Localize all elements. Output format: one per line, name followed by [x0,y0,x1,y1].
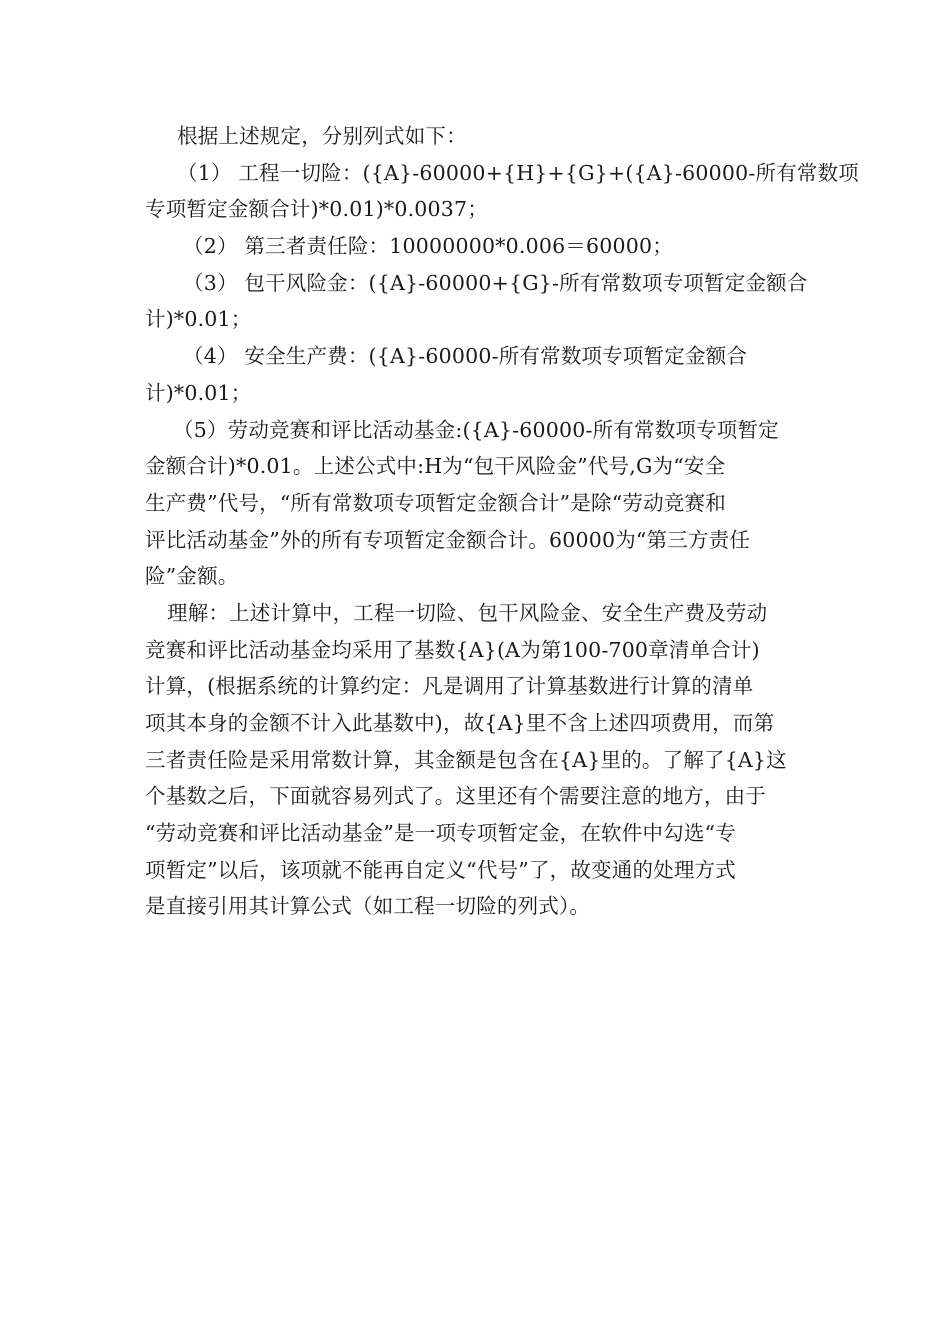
item-5-line-2: 金额合计)*0.01。上述公式中:H为“包干风险金”代号,G为“安全 [145,454,726,479]
item-4-line-1: （4） 安全生产费：({A}-60000-所有常数项专项暂定金额合 [183,344,748,369]
item-5-line-5: 险”金额。 [145,564,239,589]
understanding-line-8: 项暂定”以后，该项就不能再自定义“代号”了，故变通的处理方式 [145,857,736,882]
item-1-line-2: 专项暂定金额合计)*0.01)*0.0037； [145,197,488,222]
understanding-line-2: 竞赛和评比活动基金均采用了基数{A}(A为第100-700章清单合计) [145,637,760,662]
understanding-line-9: 是直接引用其计算公式（如工程一切险的列式）。 [145,894,591,919]
item-5-line-1: （5）劳动竞赛和评比活动基金:({A}-60000-所有常数项专项暂定 [173,417,779,442]
understanding-line-3: 计算，(根据系统的计算约定：凡是调用了计算基数进行计算的清单 [145,674,754,699]
understanding-line-5: 三者责任险是采用常数计算，其金额是包含在{A}里的。了解了{A}这 [145,747,787,772]
understanding-line-1: 理解：上述计算中，工程一切险、包干风险金、安全生产费及劳动 [167,600,768,625]
body-text [145,118,859,925]
item-5-line-4: 评比活动基金”外的所有专项暂定金额合计。60000为“第三方责任 [145,527,751,552]
item-4-line-2: 计)*0.01； [145,380,252,405]
paragraph-intro: 根据上述规定，分别列式如下： [177,124,467,148]
understanding-line-4: 项其本身的金额不计入此基数中)，故{A}里不含上述四项费用，而第 [145,711,775,735]
item-3-line-2: 计)*0.01； [145,307,252,332]
item-5-line-3: 生产费”代号，“所有常数项专项暂定金额合计”是除“劳动竞赛和 [145,490,726,515]
item-3-line-1: （3） 包干风险金：({A}-60000+{G}-所有常数项专项暂定金额合 [183,270,808,295]
understanding-line-7: “劳动竞赛和评比活动基金”是一项专项暂定金，在软件中勾选“专 [145,821,736,846]
item-1-line-1: （1） 工程一切险：({A}-60000+{H}+{G}+({A}-60000-所有常数项 [177,160,859,185]
item-2-line-1: （2） 第三者责任险：10000000*0.006＝60000； [183,234,673,259]
understanding-line-6: 个基数之后，下面就容易列式了。这里还有个需要注意的地方，由于 [145,784,766,809]
